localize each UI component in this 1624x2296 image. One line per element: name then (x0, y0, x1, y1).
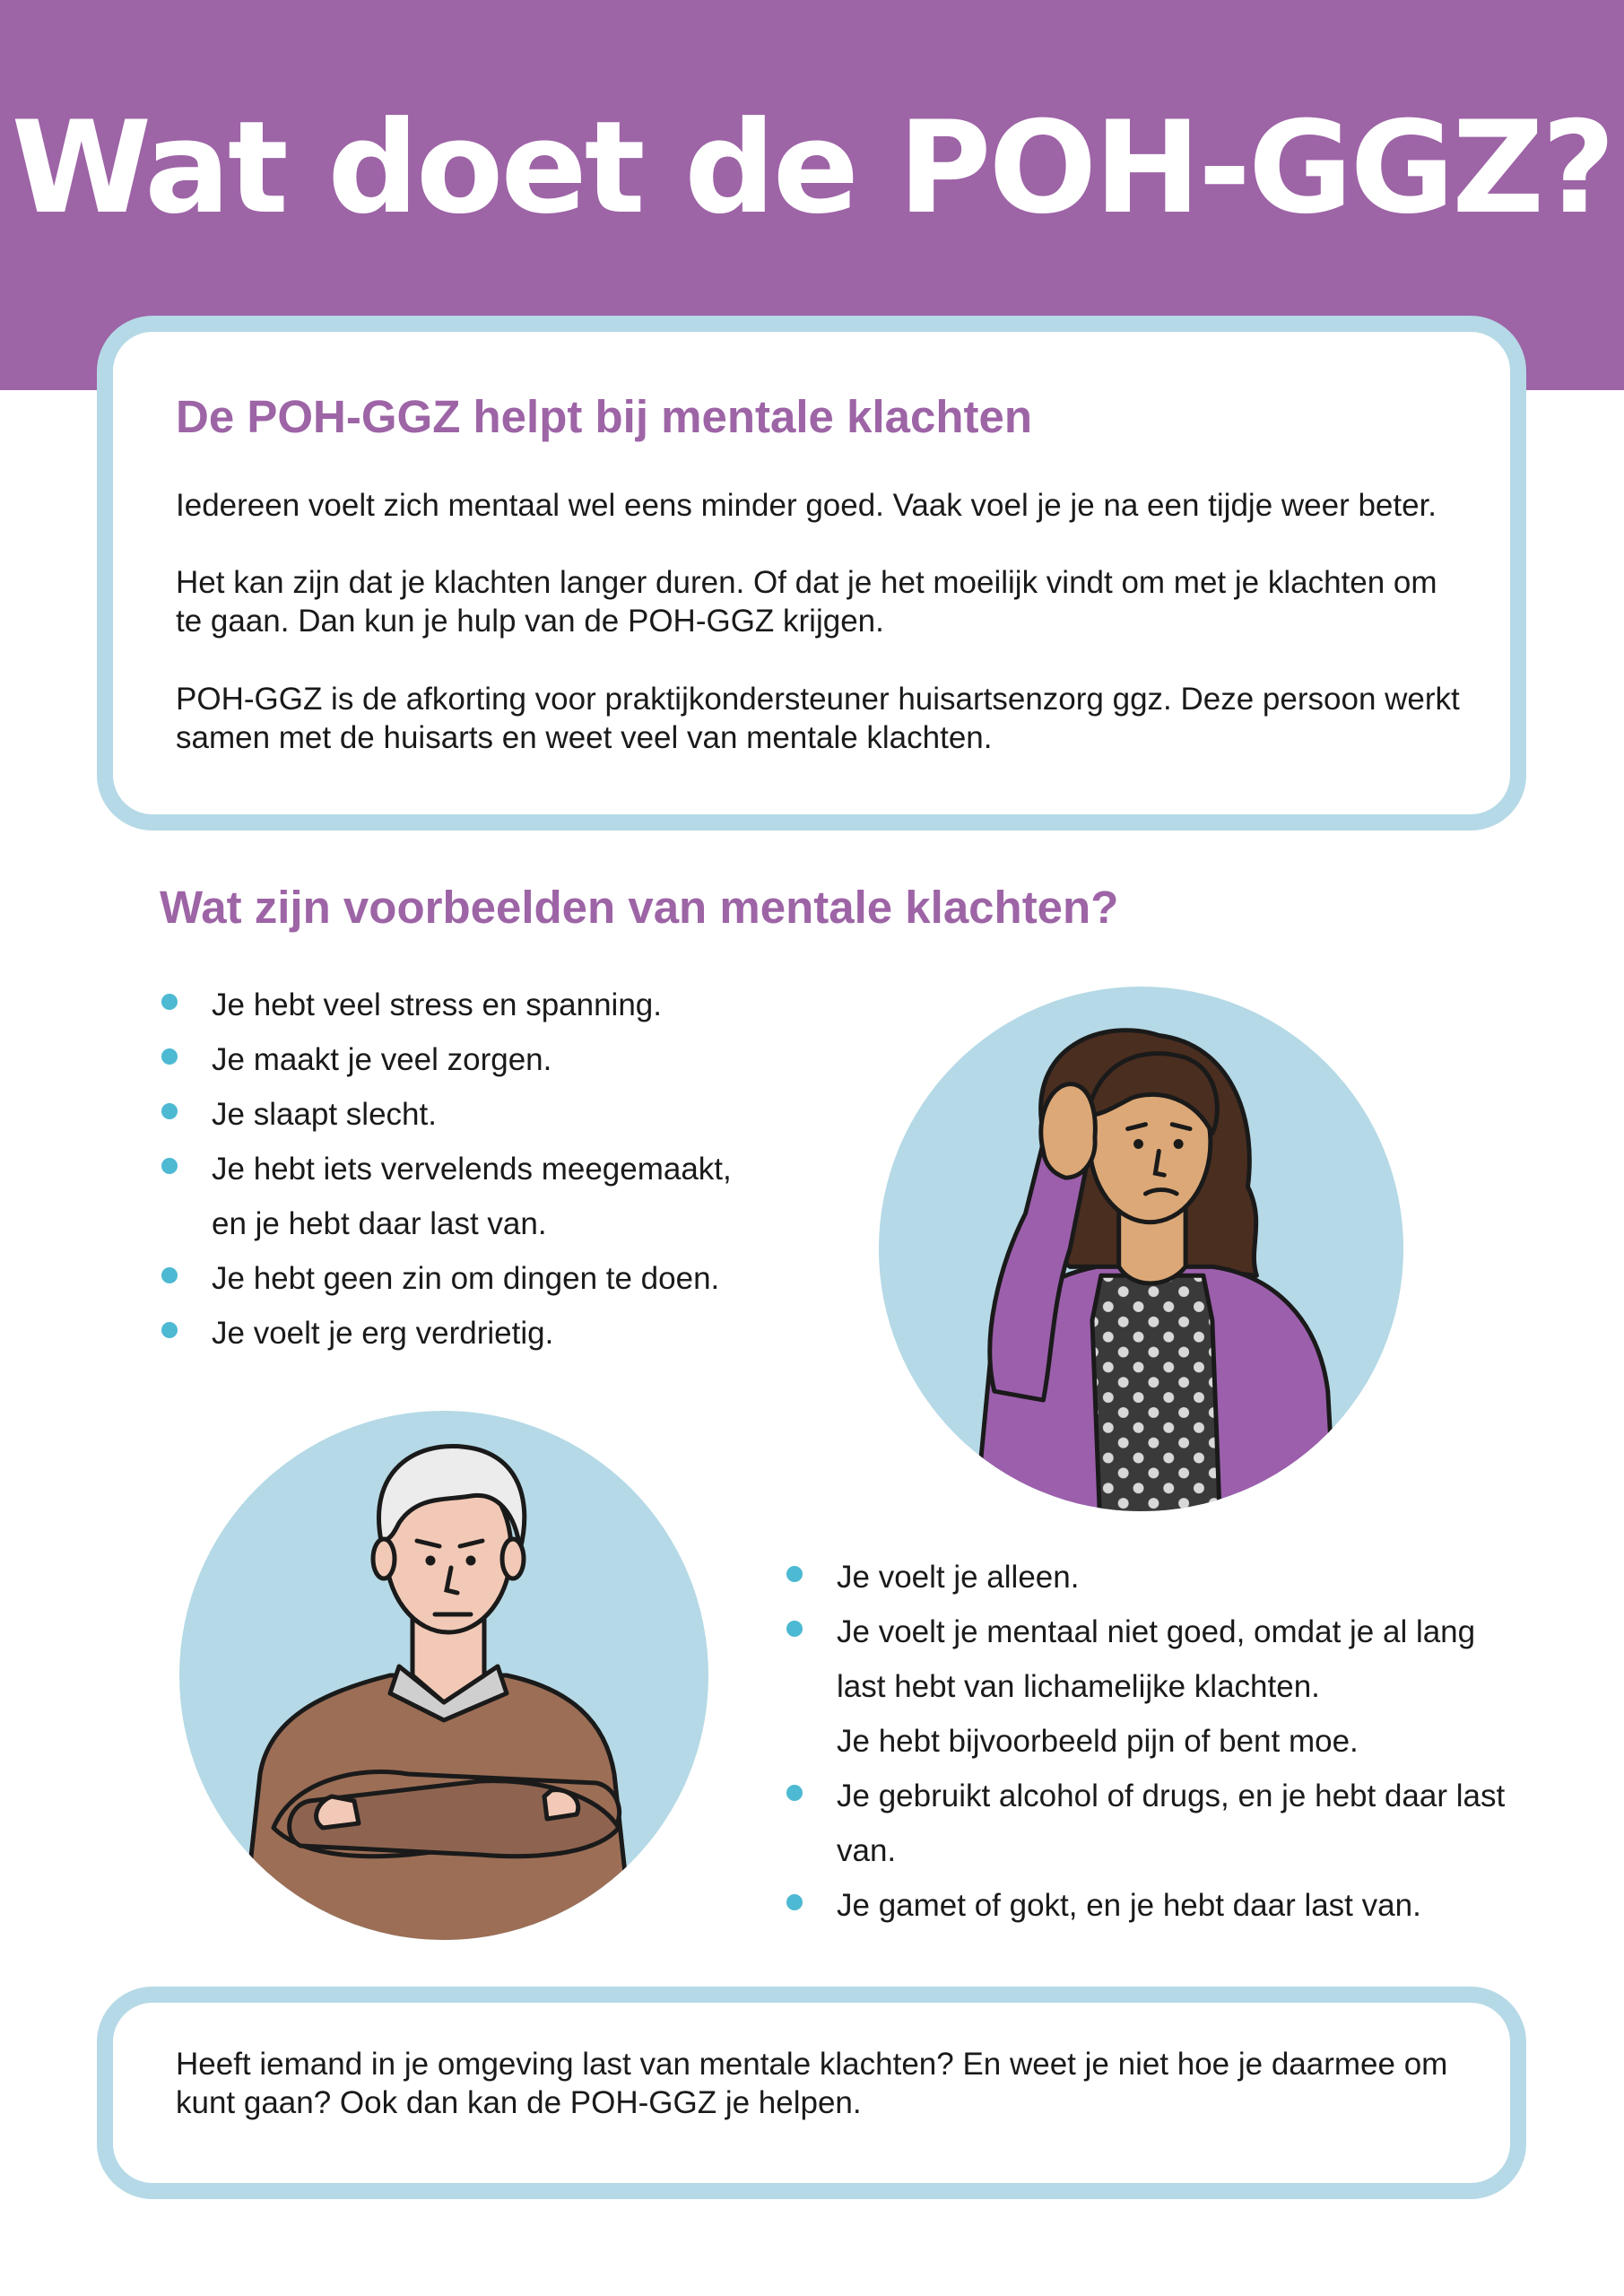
list-item-continuation: last hebt van lichamelijke klachten. (837, 1669, 1320, 1704)
page-title: Wat doet de POH-GGZ? (11, 94, 1613, 242)
list-item-text: Je hebt iets vervelends meegemaakt, (212, 1152, 732, 1187)
list-item (160, 978, 841, 1032)
man-arms-crossed-illustration (175, 1406, 713, 1944)
list-item-text: Je voelt je erg verdrietig. (212, 1316, 554, 1351)
complaints-list-2 (785, 1550, 1520, 1933)
list-item (785, 1769, 1520, 1878)
list-item (160, 1087, 841, 1142)
footer-text: Heeft iemand in je omgeving last van mentale klachten? En weet je niet hoe je daarmee om kunt gaan? Ook dan kan de POH-GGZ je helpen. (176, 2047, 1448, 2120)
intro-title: De POH-GGZ helpt bij mentale klachten (176, 391, 1033, 442)
list-item-text: Je voelt je mentaal niet goed, omdat je al lang (837, 1614, 1476, 1649)
list-item (785, 1550, 1520, 1605)
intro-paragraph-2: Het kan zijn dat je klachten langer duren. Of dat je het moeilijk vindt om met je klachten om te gaan. Dan kun je hulp van de POH-GGZ krijgen. (176, 565, 1437, 639)
intro-card (97, 316, 1526, 831)
worried-woman-illustration (874, 982, 1408, 1516)
intro-paragraph-1: Iedereen voelt zich mentaal wel eens minder goed. Vaak voel je je na een tijdje weer beter. (176, 488, 1437, 523)
dot-icon (786, 1894, 803, 1910)
dot-icon (161, 1267, 178, 1283)
list-item-continuation: van. (837, 1833, 897, 1868)
list-item-continuation: Je hebt bijvoorbeeld pijn of bent moe. (837, 1724, 1359, 1759)
list-item-text: Je voelt je alleen. (837, 1560, 1080, 1595)
footer-card (97, 1987, 1526, 2199)
list-item-text: Je gamet of gokt, en je hebt daar last van. (837, 1888, 1421, 1923)
dot-icon (161, 1158, 178, 1174)
list-item (160, 1142, 841, 1251)
list-item (160, 1251, 841, 1306)
list-item-text: Je gebruikt alcohol of drugs, en je hebt daar last (837, 1779, 1506, 1813)
list-item-continuation: en je hebt daar last van. (212, 1206, 547, 1241)
dot-icon (161, 994, 178, 1010)
dot-icon (786, 1621, 803, 1637)
list-item (160, 1032, 841, 1087)
list-item-text: Je hebt geen zin om dingen te doen. (212, 1261, 720, 1296)
intro-paragraph-3: POH-GGZ is de afkorting voor praktijkondersteuner huisartsenzorg ggz. Deze persoon werkt samen met de huisarts en weet veel van mentale klachten. (176, 682, 1460, 755)
list-item (160, 1306, 841, 1361)
dot-icon (161, 1048, 178, 1065)
complaints-list-1 (160, 978, 841, 1361)
dot-icon (786, 1785, 803, 1801)
list-item-text: Je maakt je veel zorgen. (212, 1042, 552, 1077)
dot-icon (161, 1322, 178, 1338)
dot-icon (161, 1103, 178, 1119)
dot-icon (786, 1566, 803, 1582)
list-item (785, 1605, 1520, 1769)
list-item (785, 1878, 1520, 1933)
examples-title: Wat zijn voorbeelden van mentale klachten? (160, 882, 1119, 933)
list-item-text: Je hebt veel stress en spanning. (212, 987, 662, 1022)
list-item-text: Je slaapt slecht. (212, 1097, 437, 1132)
